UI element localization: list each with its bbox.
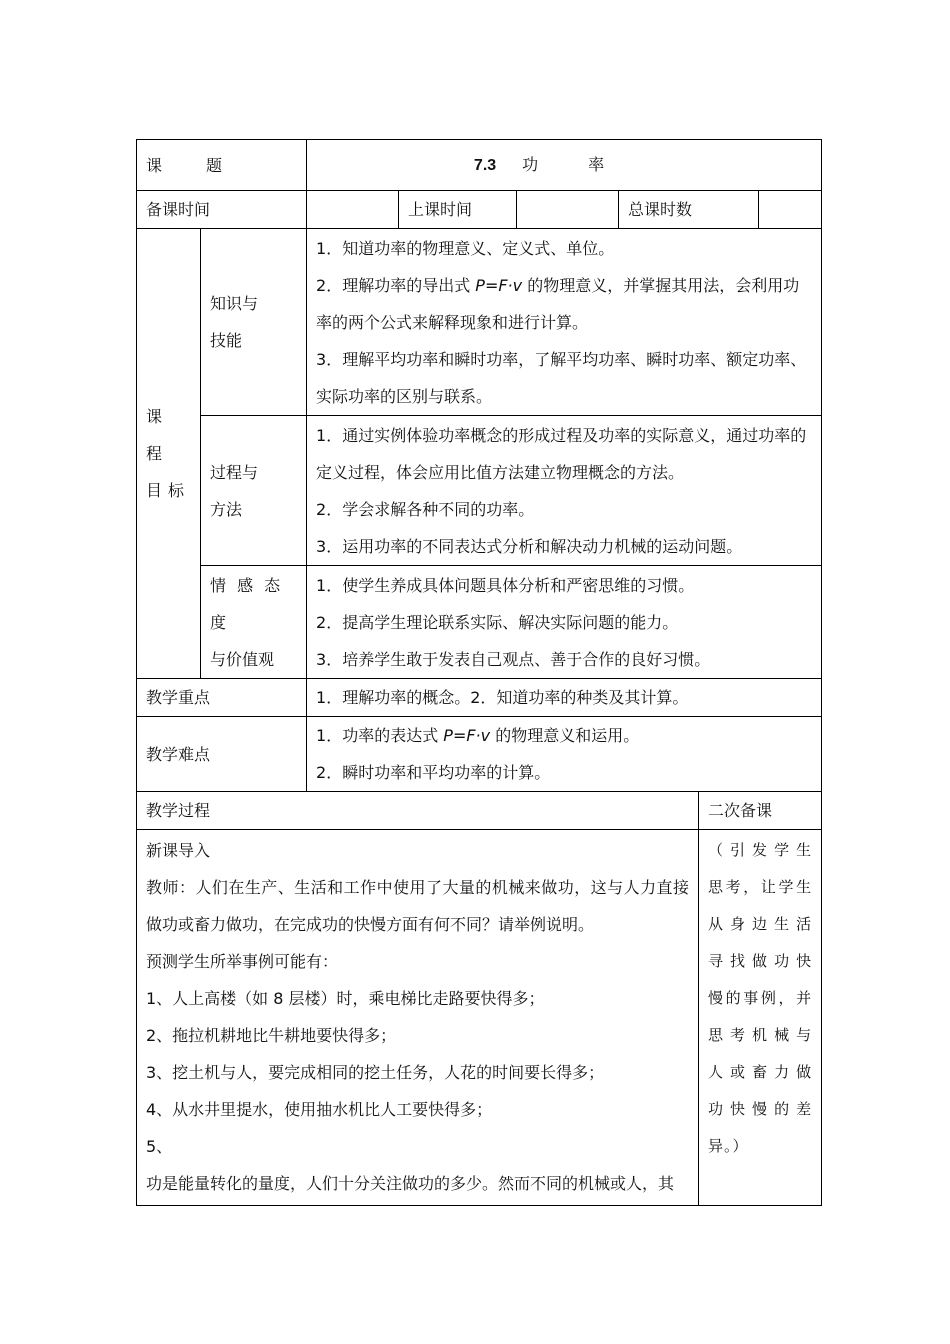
formula: P=F·v <box>475 275 523 295</box>
formula: P=F·v <box>443 726 491 745</box>
emotion-item: 2．提高学生理论联系实际、解决实际问题的能力。 <box>316 612 679 632</box>
course-goal-label-line2: 目标 <box>146 481 191 500</box>
process-item: 1．通过实例体验功率概念的形成过程及功率的实际意义，通过功率的定义过程，体会应用比值方法建立物理概念的方法。 <box>316 425 807 482</box>
difficulty-items <box>307 717 822 792</box>
process-line: 2、拖拉机耕地比牛耕地要快得多； <box>146 1026 397 1045</box>
process-method-label: 过程与 方法 <box>201 416 307 566</box>
knowledge-item: 2．理解功率的导出式 P=F·v 的物理意义，并掌握其用法，会利用功率的两个公式来解释现象和进行计算。 <box>316 275 800 332</box>
process-line: 教师：人们在生产、生活和工作中使用了大量的机械来做功，这与人力直接做功或畜力做功，在完成功的快慢方面有何不同？请举例说明。 <box>146 878 690 934</box>
process-line: 3、挖土机与人，要完成相同的挖土任务，人花的时间要长得多； <box>146 1063 605 1082</box>
process-line: 5、 <box>146 1137 173 1156</box>
class-time-value <box>517 191 619 229</box>
process-line: 4、从水井里提水，使用抽水机比人工要快得多； <box>146 1100 493 1119</box>
class-time-label: 上课时间 <box>399 191 517 229</box>
process-line: 预测学生所举事例可能有： <box>146 952 339 971</box>
difficulty-item: 1．功率的表达式 P=F·v 的物理意义和运用。 <box>316 726 640 745</box>
prep-time-value <box>307 191 399 229</box>
process-body-row <box>137 830 822 1206</box>
goal-knowledge-row <box>137 229 822 416</box>
knowledge-items <box>307 229 822 416</box>
prep-time-label: 备课时间 <box>137 191 307 229</box>
total-hours-value <box>759 191 822 229</box>
lesson-number: 7.3 <box>473 157 497 174</box>
difficulty-label: 教学难点 <box>137 717 307 792</box>
goal-emotion-row <box>137 566 822 679</box>
time-row <box>137 191 822 229</box>
course-goal-label-line1: 课 程 <box>146 407 169 463</box>
focus-text: 1．理解功率的概念。2．知道功率的种类及其计算。 <box>307 679 822 717</box>
process-item: 2．学会求解各种不同的功率。 <box>316 499 535 519</box>
process-method-items <box>307 416 822 566</box>
lesson-title-text: 功率 <box>522 155 655 174</box>
second-prep-label: 二次备课 <box>699 792 822 830</box>
process-line: 1、人上高楼（如 8 层楼）时，乘电梯比走路要快得多； <box>146 989 545 1008</box>
emotion-item: 1．使学生养成具体问题具体分析和严密思维的习惯。 <box>316 575 695 595</box>
total-hours-label: 总课时数 <box>619 191 759 229</box>
teaching-process-label: 教学过程 <box>137 792 699 830</box>
process-item: 3．运用功率的不同表达式分析和解决动力机械的运动问题。 <box>316 536 743 556</box>
process-line: 功是能量转化的量度，人们十分关注做功的多少。然而不同的机械或人，其 <box>146 1174 675 1193</box>
emotion-items <box>307 566 822 679</box>
emotion-item: 3．培养学生敢于发表自己观点、善于合作的良好习惯。 <box>316 649 711 669</box>
focus-row <box>137 679 822 717</box>
process-content <box>137 830 699 1206</box>
emotion-label: 情 感 态 度 与价值观 <box>201 566 307 679</box>
knowledge-label: 知识与 技能 <box>201 229 307 416</box>
difficulty-item: 2．瞬时功率和平均功率的计算。 <box>316 763 551 782</box>
topic-label: 课题 <box>137 140 307 191</box>
goal-process-row <box>137 416 822 566</box>
title-row <box>137 140 822 191</box>
process-header-row <box>137 792 822 830</box>
lesson-plan-table <box>136 139 822 1206</box>
process-line: 新课导入 <box>146 841 211 860</box>
difficulty-row <box>137 717 822 792</box>
lesson-title <box>307 140 822 191</box>
knowledge-item: 1．知道功率的物理意义、定义式、单位。 <box>316 238 615 258</box>
knowledge-item: 3．理解平均功率和瞬时功率，了解平均功率、瞬时功率、额定功率、实际功率的区别与联系。 <box>316 349 807 406</box>
course-goal-label <box>137 229 201 679</box>
side-note: （引发学生 思考，让学生 从身边生活 寻找做功快 慢的事例，并 思考机械与 人或畜力做 功快慢的差 异。） <box>699 830 822 1206</box>
focus-label: 教学重点 <box>137 679 307 717</box>
